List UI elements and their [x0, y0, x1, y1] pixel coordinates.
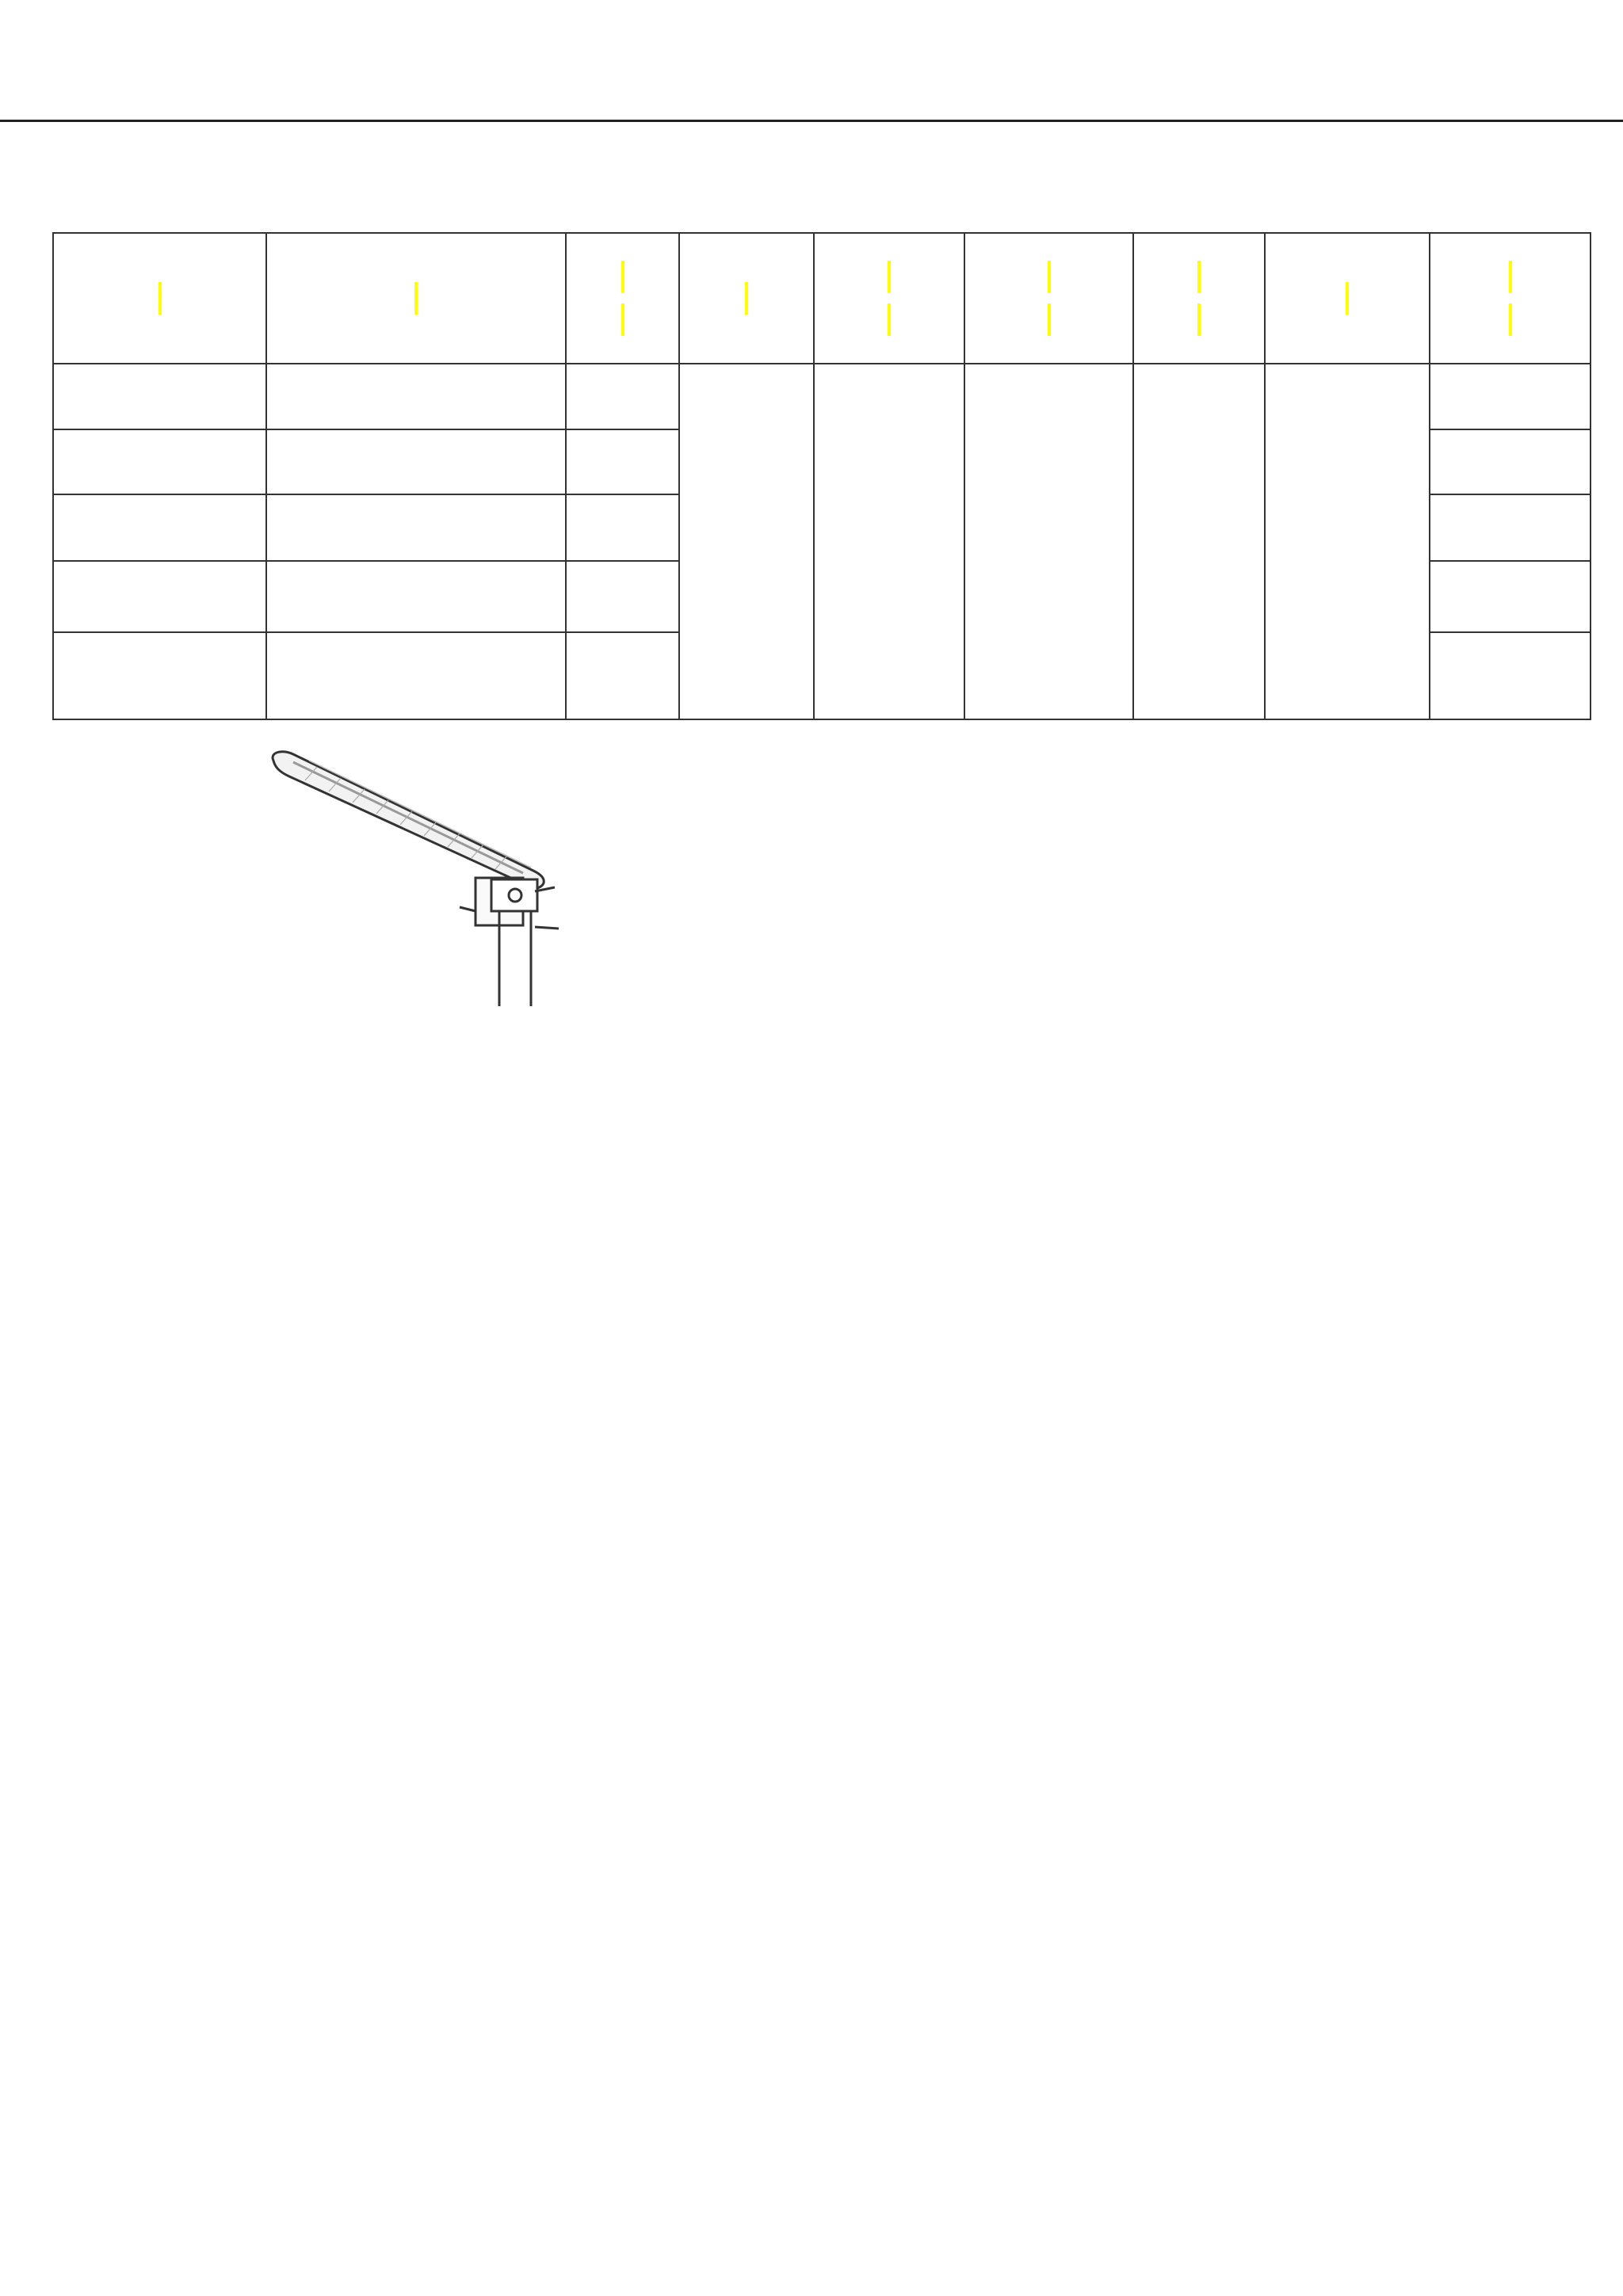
cell-input-voltage	[964, 364, 1133, 719]
cell-model	[53, 561, 266, 632]
cell-size	[266, 429, 566, 494]
header-cct	[679, 233, 814, 364]
installation-diagram	[262, 745, 1331, 1006]
lamp-illustration-left	[273, 752, 559, 1006]
cell-power	[566, 429, 679, 494]
cell-size	[266, 632, 566, 719]
cell-led-quantity	[1430, 632, 1591, 719]
table-row	[53, 364, 1591, 429]
cell-power	[566, 364, 679, 429]
cell-led-quantity	[1430, 494, 1591, 561]
header-power	[566, 233, 679, 364]
header-led-quantity	[1430, 233, 1591, 364]
cell-led-quantity	[1430, 364, 1591, 429]
cell-led-type	[1265, 364, 1430, 719]
header-model	[53, 233, 266, 364]
cell-model	[53, 429, 266, 494]
spec-table	[52, 232, 1591, 720]
cell-model	[53, 632, 266, 719]
header-rule	[0, 120, 1623, 122]
cell-power	[566, 632, 679, 719]
header-lumen	[814, 233, 964, 364]
cell-lumen	[814, 364, 964, 719]
cell-size	[266, 494, 566, 561]
cell-view-angle	[1133, 364, 1265, 719]
cell-size	[266, 364, 566, 429]
cell-led-quantity	[1430, 429, 1591, 494]
header-led-type	[1265, 233, 1430, 364]
cell-cct	[679, 364, 814, 719]
cell-size	[266, 561, 566, 632]
cell-power	[566, 494, 679, 561]
cell-power	[566, 561, 679, 632]
cell-model	[53, 364, 266, 429]
cell-led-quantity	[1430, 561, 1591, 632]
spec-header-row	[53, 233, 1591, 364]
header-view-angle	[1133, 233, 1265, 364]
header-size	[266, 233, 566, 364]
header-input-voltage	[964, 233, 1133, 364]
cell-model	[53, 494, 266, 561]
